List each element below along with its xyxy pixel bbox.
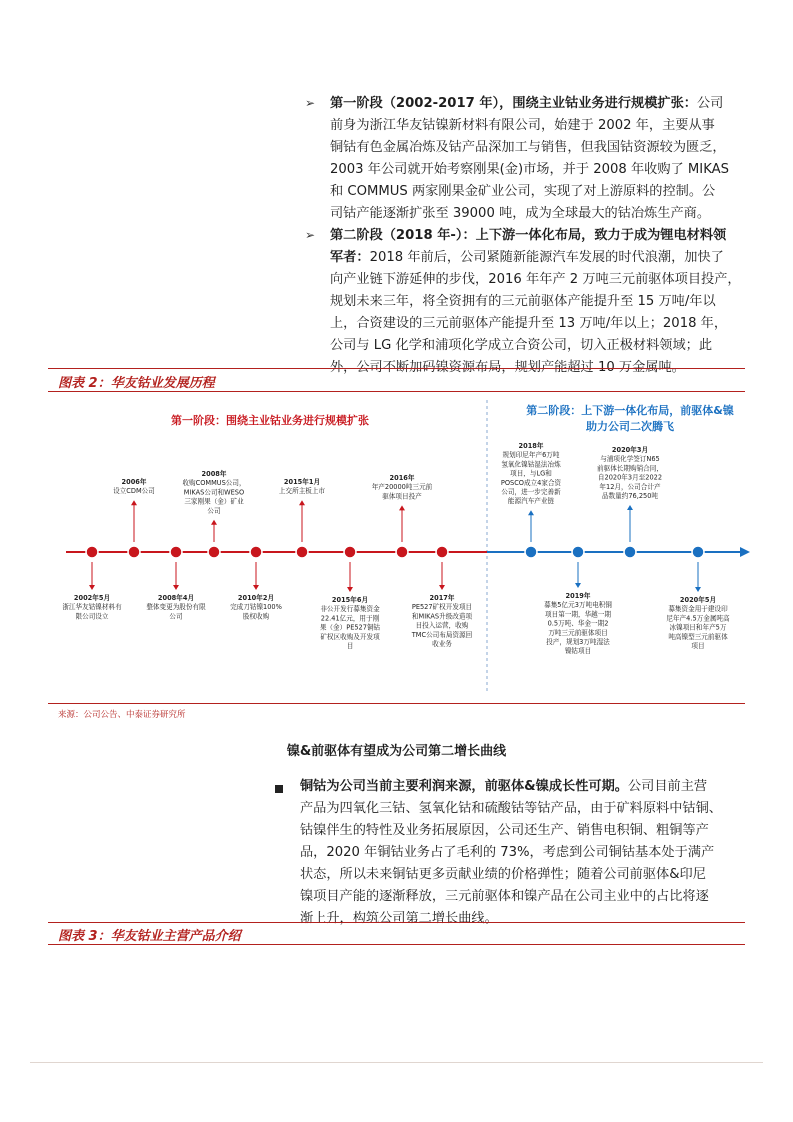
event-text: 目投入运营，收购 bbox=[415, 621, 469, 630]
event-text: 整体变更为股份有限 bbox=[146, 603, 206, 612]
event-text: 冰镍项目和年产5万 bbox=[669, 623, 727, 632]
line-text: 渐上升，构筑公司第二增长曲线。 bbox=[300, 911, 498, 926]
paragraph-line bbox=[330, 335, 740, 357]
event-arrow-icon bbox=[211, 520, 217, 525]
event-text: 非公开发行募集资金 bbox=[320, 605, 380, 614]
event-text: 万吨三元前驱体项目 bbox=[548, 628, 608, 637]
event-text: 公司，进一步完善新 bbox=[501, 488, 561, 496]
paragraph-line bbox=[330, 159, 740, 181]
timeline-dot bbox=[692, 546, 704, 558]
event-text: 年产20000吨三元前 bbox=[371, 483, 433, 492]
event-text: 和MIKAS升级改造项 bbox=[411, 612, 473, 621]
event-text: 矿权区收购及开发项 bbox=[320, 632, 380, 641]
event-text: 项目 bbox=[691, 642, 705, 650]
timeline-dot bbox=[86, 546, 98, 558]
development-timeline bbox=[0, 392, 793, 712]
figure2-bottom-rule bbox=[48, 703, 745, 704]
event-text: 公司 bbox=[207, 506, 221, 515]
paragraph-line bbox=[330, 313, 740, 335]
timeline-dot bbox=[624, 546, 636, 558]
event-arrow-icon bbox=[528, 510, 534, 515]
event-text: 镍钴项目 bbox=[564, 647, 592, 656]
line-text: 上，合资建设的三元前驱体产能提升至 13 万吨/年以上；2018 年， bbox=[330, 316, 728, 331]
line-text: 公司目前主营 bbox=[628, 779, 708, 794]
event-text: 投产，规划3万吨湿法 bbox=[546, 638, 610, 646]
event-text: 设立CDM公司 bbox=[113, 487, 155, 496]
line-text: 公司 bbox=[697, 96, 724, 111]
timeline-event-above-0 bbox=[113, 477, 155, 495]
event-arrow-icon bbox=[347, 587, 353, 592]
paragraph-line bbox=[330, 269, 740, 291]
timeline-event-below-2 bbox=[230, 593, 282, 620]
timeline-event-below-6 bbox=[666, 595, 730, 650]
paragraph-line bbox=[300, 776, 742, 798]
paragraph-line bbox=[300, 886, 742, 908]
event-text: 目 bbox=[346, 642, 354, 650]
event-text: MIKAS公司和WESO bbox=[183, 488, 245, 497]
timeline-event-below-0 bbox=[62, 593, 122, 620]
timeline-dot bbox=[572, 546, 584, 558]
line-text: 前身为浙江华友钴镍新材料有限公司，始建于 2002 年，主要从事 bbox=[330, 118, 715, 133]
figure2-top-rule bbox=[48, 368, 745, 369]
event-text: 自2020年3月至2022 bbox=[597, 473, 663, 482]
event-text: 尼年产4.5万金属吨高 bbox=[666, 614, 730, 623]
arrow-bullet-icon: ➢ bbox=[305, 96, 316, 110]
line-text: 和 COMMUS 两家刚果金矿业公司，实现了对上游原料的控制。公 bbox=[330, 184, 716, 199]
event-arrow-icon bbox=[695, 587, 701, 592]
timeline-event-above-2 bbox=[279, 477, 326, 495]
event-text: 年12月，公司合计产 bbox=[599, 482, 661, 491]
event-text: 限公司设立 bbox=[75, 612, 109, 621]
event-arrow-icon bbox=[439, 585, 445, 590]
timeline-dot bbox=[208, 546, 220, 558]
event-arrow-icon bbox=[299, 500, 305, 505]
paragraph-line bbox=[330, 115, 740, 137]
event-year: 2008年4月 bbox=[157, 594, 195, 602]
paragraph-line bbox=[300, 820, 742, 842]
event-text: 募集资金用于建设印 bbox=[668, 605, 728, 614]
figure2-title: 图表 2：华友钴业发展历程 bbox=[58, 376, 215, 391]
line-text: 规划未来三年，将全资拥有的三元前驱体产能提升至 15 万吨/年以 bbox=[330, 294, 716, 309]
event-year: 2015年1月 bbox=[283, 478, 321, 486]
event-text: 前驱体长期购销合同， bbox=[597, 464, 663, 473]
event-arrow-icon bbox=[399, 505, 405, 510]
event-text: 浙江华友钴镍材料有 bbox=[62, 603, 122, 612]
timeline-event-below-1 bbox=[146, 593, 206, 620]
timeline-event-above-3 bbox=[372, 473, 433, 500]
paragraph-line bbox=[300, 864, 742, 886]
event-text: 公司 bbox=[169, 612, 183, 621]
event-year: 2015年6月 bbox=[331, 596, 369, 604]
event-text: 品数量约76,250吨 bbox=[601, 492, 659, 500]
event-arrow-icon bbox=[253, 585, 259, 590]
line-text: 外，公司不断加码镍资源布局，规划产能超过 10 万金属吨。 bbox=[330, 360, 685, 375]
event-text: 0.5万吨、华金一期2 bbox=[547, 619, 609, 628]
paragraph-line bbox=[330, 247, 740, 269]
event-text: 股权收购 bbox=[242, 612, 270, 621]
event-text: 收业务 bbox=[432, 640, 452, 648]
event-arrow-icon bbox=[89, 585, 95, 590]
event-text: 三家刚果（金）矿业 bbox=[184, 497, 244, 506]
event-text: 与浦项化学签订N65 bbox=[600, 455, 660, 464]
timeline-dot bbox=[128, 546, 140, 558]
stage2-title-line2: 助力公司二次腾飞 bbox=[586, 420, 674, 433]
paragraph-line bbox=[300, 842, 742, 864]
timeline-event-below-3 bbox=[320, 595, 381, 650]
source-note: 来源：公司公告、中泰证券研究所 bbox=[58, 710, 186, 720]
stage1-title: 第一阶段：围绕主业钴业务进行规模扩张 bbox=[171, 414, 369, 427]
event-text: 完成刀钴镍100% bbox=[230, 603, 282, 612]
event-text: PE527矿权开发项目 bbox=[411, 603, 473, 612]
event-text: 项目，与LG和 bbox=[510, 469, 552, 478]
line-text: 钴镍伴生的特性及业务拓展原因，公司还生产、销售电积铜、粗铜等产 bbox=[300, 823, 709, 838]
event-arrow-icon bbox=[173, 585, 179, 590]
nickel-paragraph bbox=[300, 776, 742, 930]
timeline-event-above-5 bbox=[597, 445, 663, 500]
bold-lead: 军者： bbox=[330, 250, 370, 265]
event-text: 22.41亿元，用于刚 bbox=[320, 614, 380, 623]
line-text: 2018 年前后，公司紧随新能源汽车发展的时代浪潮，加快了 bbox=[369, 250, 724, 265]
paragraph-line bbox=[330, 203, 740, 225]
event-arrow-icon bbox=[131, 500, 137, 505]
event-text: 项目第一期，华越一期 bbox=[545, 610, 611, 619]
event-text: 果（金）PE527铜钴 bbox=[319, 623, 381, 632]
timeline-dot bbox=[170, 546, 182, 558]
bold-lead: 第一阶段（2002-2017 年），围绕主业钴业务进行规模扩张： bbox=[330, 96, 697, 111]
timeline-arrowhead-icon bbox=[740, 547, 750, 557]
line-text: 产品为四氧化三钴、氢氧化钴和硫酸钴等钴产品，由于矿料原料中钴铜、 bbox=[300, 801, 722, 816]
event-year: 2019年 bbox=[565, 592, 591, 600]
figure3-title-rule bbox=[48, 944, 745, 945]
event-text: 上交所主板上市 bbox=[278, 487, 326, 496]
square-bullet-icon bbox=[275, 785, 283, 793]
event-year: 2002年5月 bbox=[73, 594, 111, 602]
timeline-dot bbox=[525, 546, 537, 558]
line-text: 状态，所以未来铜钴更多贡献业绩的价格弹性；随着公司前驱体&印尼 bbox=[300, 867, 706, 882]
event-year: 2006年 bbox=[121, 478, 147, 486]
timeline-dot bbox=[436, 546, 448, 558]
event-text: 规划印尼年产6万吨 bbox=[502, 451, 560, 460]
timeline-dot bbox=[344, 546, 356, 558]
paragraph-line bbox=[300, 908, 742, 930]
event-year: 2008年 bbox=[201, 470, 227, 478]
line-text: 品，2020 年铜钴业务占了毛利的 73%，考虑到公司铜钴基本处于满产 bbox=[300, 845, 715, 860]
line-text: 司钴产能逐渐扩张至 39000 吨，成为全球最大的钴冶炼生产商。 bbox=[330, 206, 711, 221]
event-text: POSCO成立4家合资 bbox=[500, 478, 562, 487]
event-year: 2020年5月 bbox=[679, 596, 717, 604]
event-text: 驱体项目投产 bbox=[382, 492, 422, 501]
bold-lead: 第二阶段（2018 年-）：上下游一体化布局，致力于成为锂电材料领 bbox=[330, 228, 727, 243]
event-year: 2016年 bbox=[389, 474, 415, 482]
paragraph-line bbox=[330, 137, 740, 159]
event-text: 氢氧化镍钴湿法冶炼 bbox=[501, 460, 561, 469]
paragraph-line bbox=[300, 798, 742, 820]
timeline-dot bbox=[296, 546, 308, 558]
event-text: 能源汽车产业链 bbox=[507, 497, 555, 506]
event-text: TMC公司布局资源回 bbox=[411, 630, 473, 639]
event-year: 2020年3月 bbox=[611, 446, 649, 454]
event-year: 2018年 bbox=[518, 442, 544, 450]
footer-rule bbox=[30, 1062, 763, 1063]
line-text: 公司与 LG 化学和浦项化学成立合资公司，切入正极材料领域；此 bbox=[330, 338, 713, 353]
paragraph-line bbox=[330, 225, 740, 247]
line-text: 镍项目产能的逐渐释放，三元前驱体和镍产品在公司主业中的占比将逐 bbox=[300, 889, 709, 904]
event-text: 收购COMMUS公司， bbox=[182, 479, 246, 488]
line-text: 2003 年公司就开始考察刚果(金)市场，并于 2008 年收购了 MIKAS bbox=[330, 162, 730, 177]
bold-lead: 铜钴为公司当前主要利润来源，前驱体&镍成长性可期。 bbox=[300, 779, 628, 794]
section-heading: 镍&前驱体有望成为公司第二增长曲线 bbox=[286, 744, 507, 759]
event-year: 2017年 bbox=[429, 594, 455, 602]
event-text: 募集5亿元3万吨电积铜 bbox=[544, 601, 612, 610]
line-text: 向产业链下游延伸的步伐，2016 年年产 2 万吨三元前驱体项目投产， bbox=[330, 272, 741, 287]
event-text: 吨高镍型三元前驱体 bbox=[668, 632, 728, 641]
arrow-bullet-icon: ➢ bbox=[305, 228, 316, 242]
stage1-paragraph bbox=[330, 93, 740, 225]
paragraph-line bbox=[330, 181, 740, 203]
paragraph-line bbox=[330, 93, 740, 115]
timeline-dot bbox=[396, 546, 408, 558]
event-arrow-icon bbox=[575, 583, 581, 588]
figure3-top-rule bbox=[48, 922, 745, 923]
timeline-event-below-4 bbox=[411, 593, 473, 648]
timeline-event-above-4 bbox=[501, 441, 562, 505]
timeline-dot bbox=[250, 546, 262, 558]
figure3-title: 图表 3：华友钴业主营产品介绍 bbox=[58, 929, 241, 944]
timeline-event-below-5 bbox=[544, 591, 612, 655]
timeline-event-above-1 bbox=[182, 469, 245, 515]
event-year: 2010年2月 bbox=[237, 594, 275, 602]
stage2-title-line1: 第二阶段：上下游一体化布局，前驱体&镍 bbox=[526, 404, 734, 417]
event-arrow-icon bbox=[627, 505, 633, 510]
stage2-paragraph bbox=[330, 225, 740, 379]
paragraph-line bbox=[330, 291, 740, 313]
line-text: 铜钴有色金属冶炼及钴产品深加工与销售，但我国钴资源较为匮乏， bbox=[330, 140, 726, 155]
